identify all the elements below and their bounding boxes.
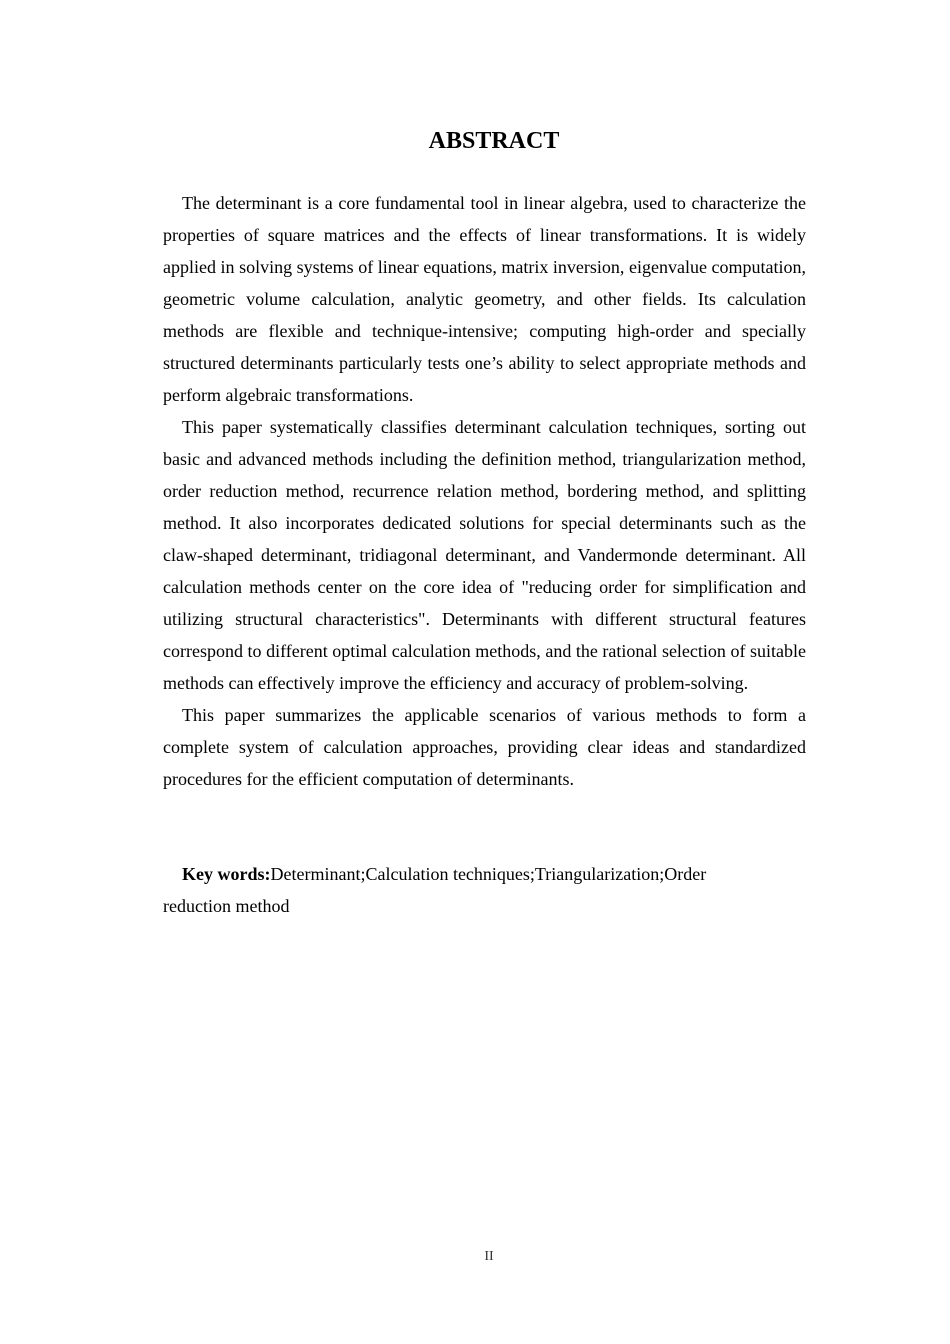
abstract-paragraph-2: This paper systematically classifies determinant calculation techniques, sorting out basic and advanced methods including the definition method, triangularization method, order reduction method, recurrence relation method, bordering method, and splitting method. It also incorporates dedicated solutions for special determinants such as the claw-shaped determinant, tridiagonal determinant, and Vandermonde determinant. All calculation methods center on the core idea of "reducing order for simplification and utilizing structural characteristics". Determinants with different structural features correspond to different optimal calculation methods, and the rational selection of suitable methods can effectively improve the efficiency and accuracy of problem-solving.: [163, 417, 806, 693]
page-number: II: [484, 1249, 494, 1264]
abstract-paragraph-1: The determinant is a core fundamental tool in linear algebra, used to characterize the properties of square matrices and the effects of linear transformations. It is widely applied in solving systems of linear equations, matrix inversion, eigenvalue computation, geometric volume calculation, analytic geometry, and other fields. Its calculation methods are flexible and technique-intensive; computing high-order and specially structured determinants particularly tests one’s ability to select appropriate methods and perform algebraic transformations.: [163, 193, 806, 405]
keywords-label: Key words:: [182, 864, 271, 884]
keywords-line: [163, 858, 763, 922]
abstract-title: ABSTRACT: [428, 128, 560, 154]
abstract-body: [163, 187, 806, 795]
abstract-paragraph-3: This paper summarizes the applicable scenarios of various methods to form a complete system of calculation approaches, providing clear ideas and standardized procedures for the efficient computation of determinants.: [163, 705, 806, 789]
keywords-text: Determinant;Calculation techniques;Triangularization;Order reduction method: [163, 864, 707, 916]
